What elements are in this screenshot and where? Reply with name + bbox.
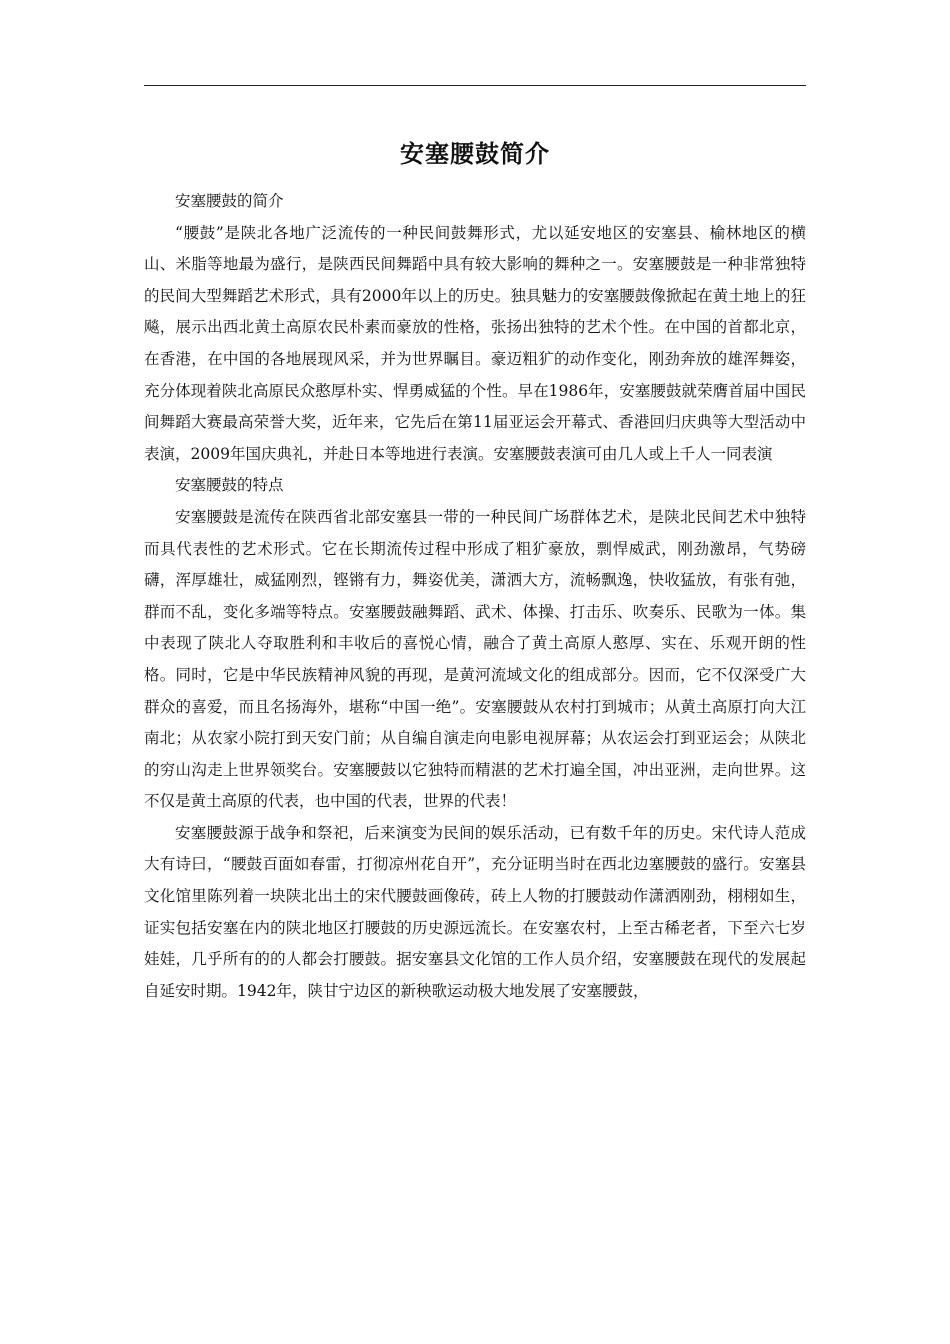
section-heading-features: 安塞腰鼓的特点 <box>175 476 284 495</box>
paragraph-intro: “腰鼓”是陕北各地广泛流传的一种民间鼓舞形式，尤以延安地区的安塞县、榆林地区的横山、米脂等地最为盛行，是陕西民间舞蹈中具有较大影响的舞种之一。安塞腰鼓是一种非常独特的民间大型舞蹈艺术形式，具有2000年以上的历史。独具魅力的安塞腰鼓像掀起在黄土地上的狂飚，展示出西北黄土高原农民朴素而豪放的性格，张扬出独特的艺术个性。在中国的首都北京，在香港，在中国的各地展现风采，并为世界瞩目。豪迈粗犷的动作变化，刚劲奔放的雄浑舞姿，充分体现着陕北高原民众憨厚朴实、悍勇威猛的个性。早在1986年，安塞腰鼓就荣膺首届中国民间舞蹈大赛最高荣誉大奖，近年来，它先后在第11届亚运会开幕式、香港回归庆典等大型活动中表演，2009年国庆典礼，并赴日本等地进行表演。安塞腰鼓表演可由几人或上千人一同表演 <box>144 223 806 463</box>
document-title: 安塞腰鼓简介 <box>400 140 550 168</box>
paragraph-history: 安塞腰鼓源于战争和祭祀，后来演变为民间的娱乐活动，已有数千年的历史。宋代诗人范成大有诗曰，“腰鼓百面如春雷，打彻凉州花自开”，充分证明当时在西北边塞腰鼓的盛行。安塞县文化馆里陈列着一块陕北出土的宋代腰鼓画像砖，砖上人物的打腰鼓动作潇洒刚劲，栩栩如生，证实包括安塞在内的陕北地区打腰鼓的历史源远流长。在安塞农村，上至古稀老者，下至六七岁娃娃，几乎所有的的人都会打腰鼓。据安塞县文化馆的工作人员介绍，安塞腰鼓在现代的发展起自延安时期。1942年，陕甘宁边区的新秧歌运动极大地发展了安塞腰鼓， <box>144 823 806 1000</box>
section-heading-intro: 安塞腰鼓的简介 <box>175 192 284 210</box>
document-body <box>144 186 806 1007</box>
header-rule <box>144 85 806 86</box>
paragraph-features: 安塞腰鼓是流传在陕西省北部安塞县一带的一种民间广场群体艺术，是陕北民间艺术中独特而具代表性的艺术形式。它在长期流传过程中形成了粗犷豪放，剽悍威武，刚劲激昂，气势磅礴，浑厚雄壮，威猛刚烈，铿锵有力，舞姿优美，潇洒大方，流畅飘逸，快收猛放，有张有弛，群而不乱，变化多端等特点。安塞腰鼓融舞蹈、武术、体操、打击乐、吹奏乐、民歌为一体。集中表现了陕北人夺取胜利和丰收后的喜悦心情，融合了黄土高原人憨厚、实在、乐观开朗的性格。同时，它是中华民族精神风貌的再现，是黄河流域文化的组成部分。因而，它不仅深受广大群众的喜爱，而且名扬海外，堪称“中国一绝”。安塞腰鼓从农村打到城市；从黄土高原打向大江南北；从农家小院打到天安门前；从自编自演走向电影电视屏幕；从农运会打到亚运会；从陕北的穷山沟走上世界领奖台。安塞腰鼓以它独特而精湛的艺术打遍全国，冲出亚洲，走向世界。这不仅是黄土高原的代表，也中国的代表，世界的代表！ <box>144 507 806 811</box>
